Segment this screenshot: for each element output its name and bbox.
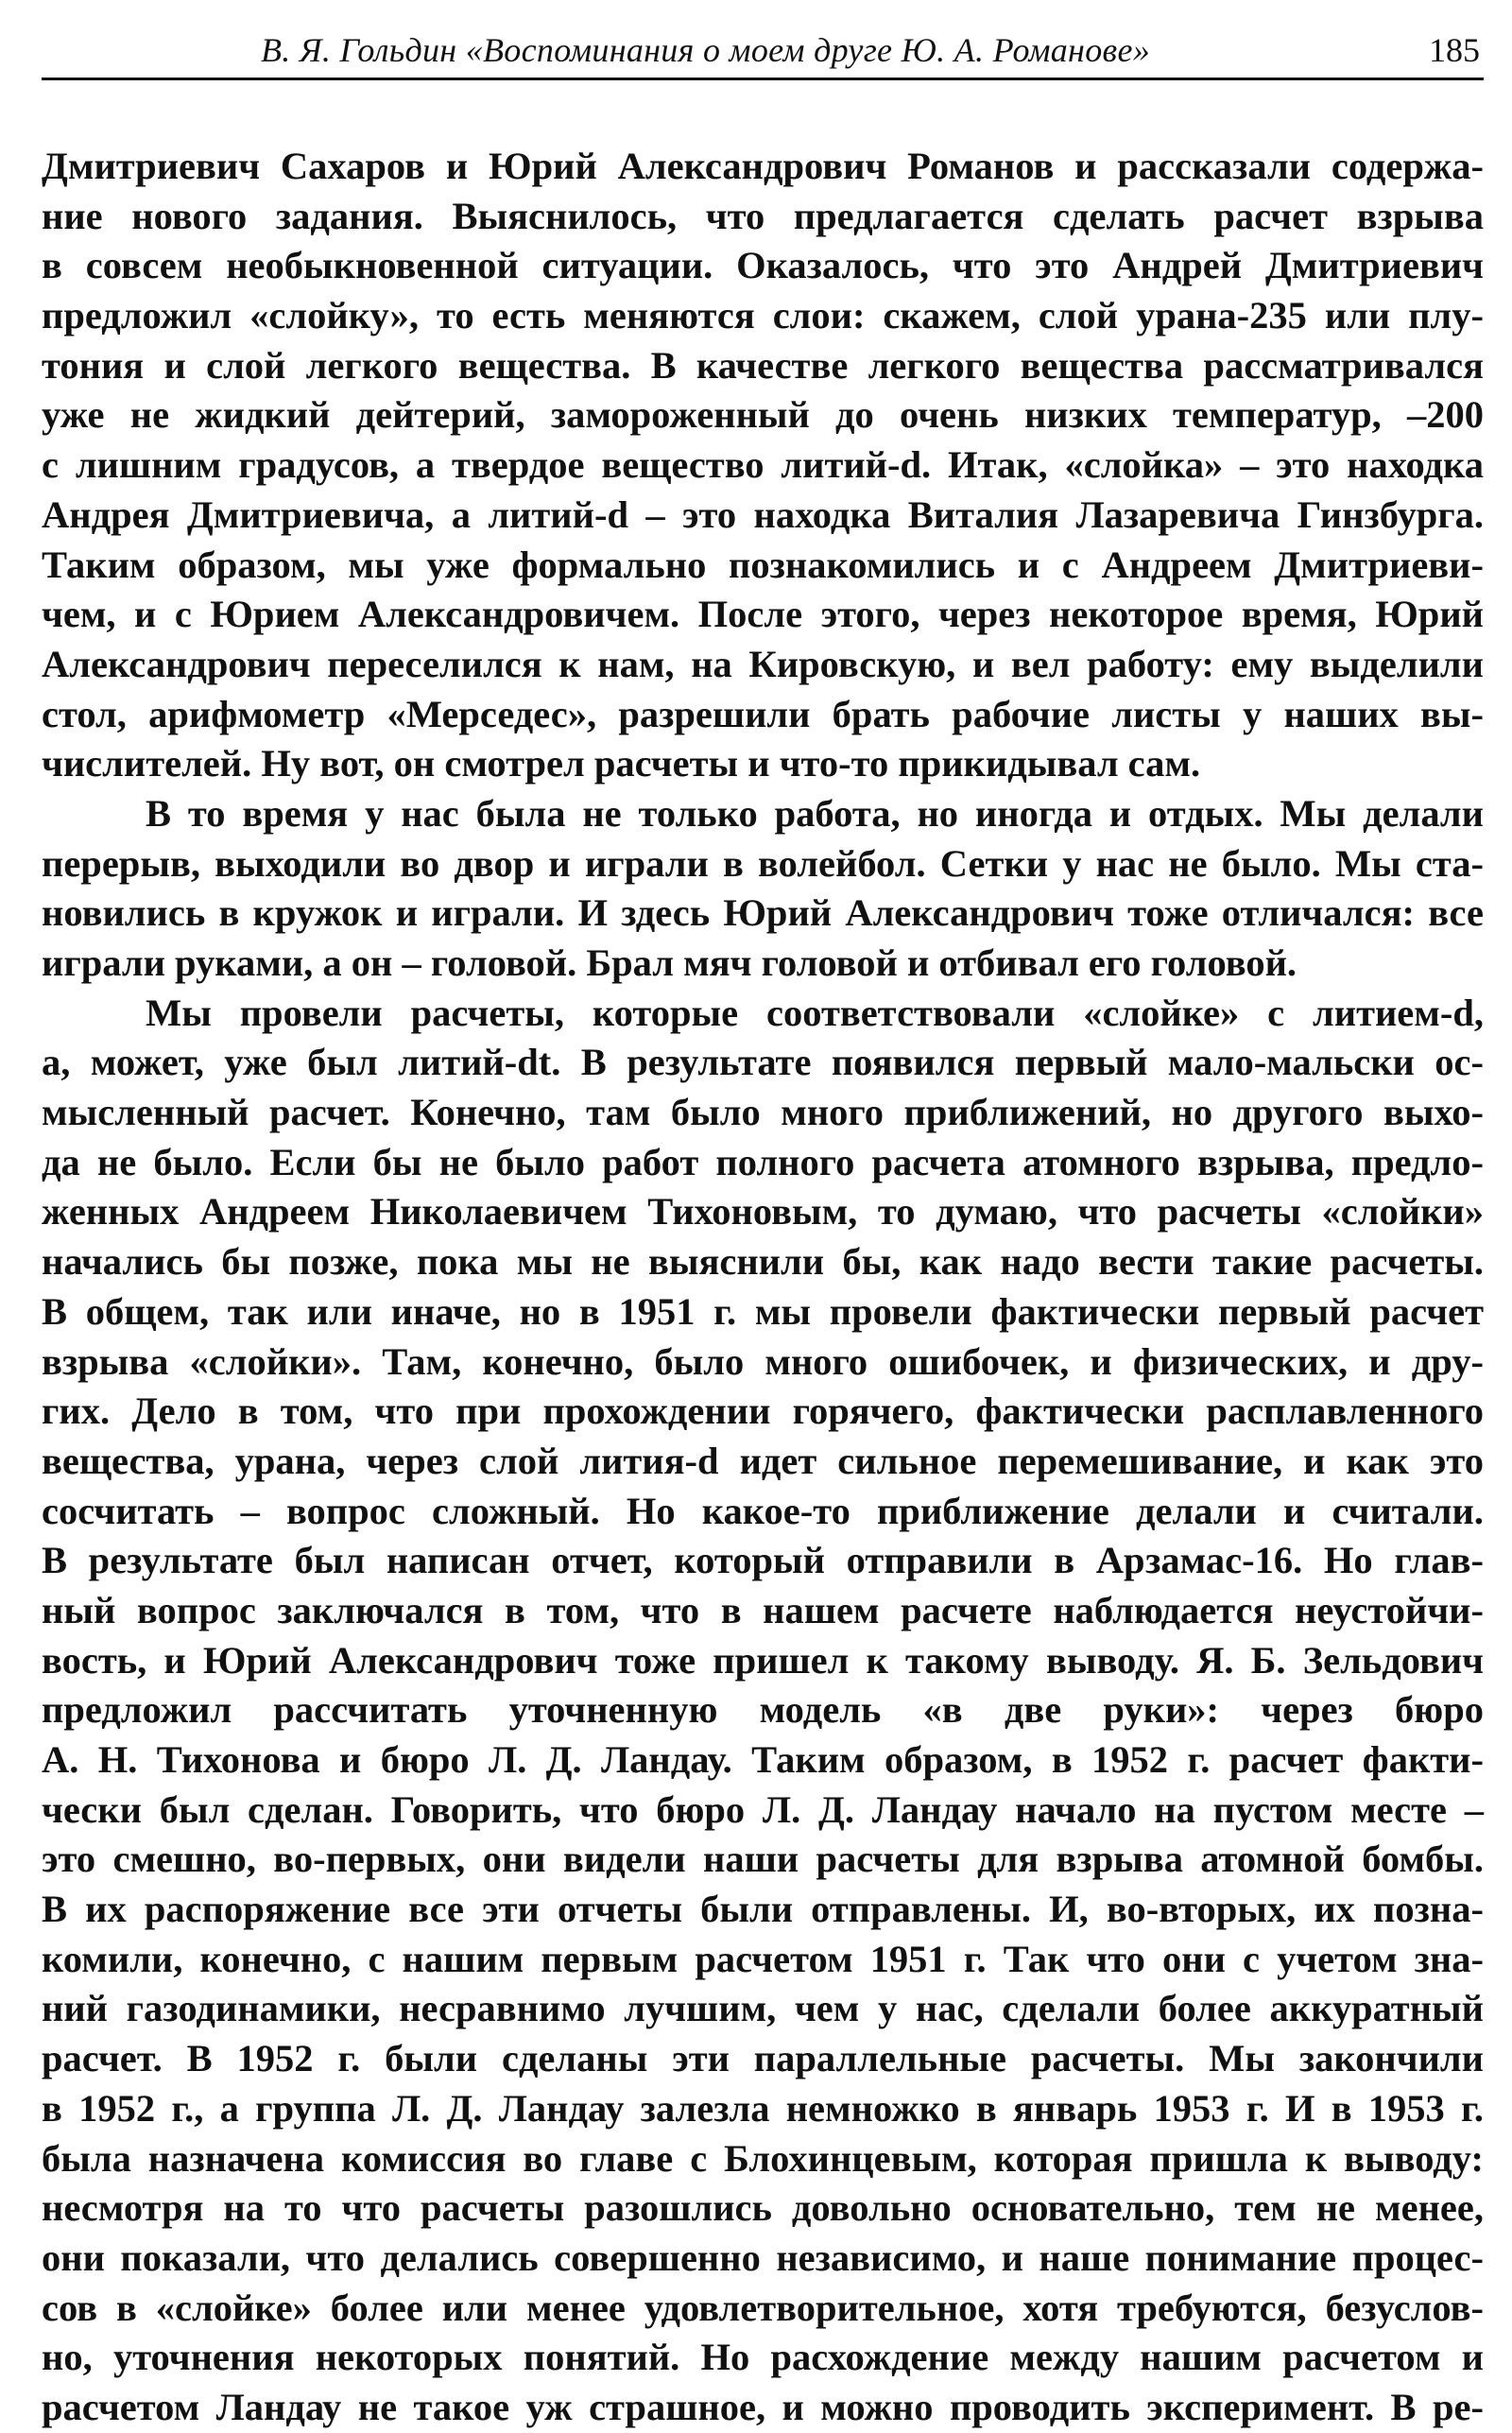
text-line: в 1952 г., а группа Л. Д. Ландау залезла немножко в январь 1953 г. И в 1953 г. xyxy=(42,2086,1484,2130)
text-line: они показали, что делались совершенно независимо, и наше понимание процес- xyxy=(42,2235,1484,2279)
text-line: но, уточнения некоторых понятий. Но расхождение между нашим расчетом и xyxy=(42,2336,1484,2379)
text-line: чески был сделан. Говорить, что бюро Л. Д. Ландау начало на пустом месте – xyxy=(42,1787,1484,1831)
text-line: ный вопрос заключался в том, что в нашем расчете наблюдается неустойчи- xyxy=(42,1588,1484,1631)
text-line: В их распоряжение все эти отчеты были отправлены. И, во-вторых, их позна- xyxy=(42,1888,1484,1931)
text-line: Александрович переселился к нам, на Кировскую, и вел работу: ему выделили xyxy=(42,642,1484,685)
text-line: начались бы позже, пока мы не выяснили бы, как надо вести такие расчеты. xyxy=(42,1240,1484,1284)
text-line: расчетом Ландау не такое уж страшное, и можно проводить эксперимент. В ре- xyxy=(42,2385,1484,2428)
text-line: предложил рассчитать уточненную модель «в две руки»: через бюро xyxy=(42,1688,1484,1732)
text-line: расчет. В 1952 г. были сделаны эти параллельные расчеты. Мы закончили xyxy=(42,2037,1484,2080)
body-text xyxy=(42,142,1484,2433)
text-line: несмотря на то что расчеты разошлись довольно основательно, тем не менее, xyxy=(42,2186,1484,2230)
text-line: с лишним градусов, а твердое вещество литий-d. Итак, «слойка» – это находка xyxy=(42,443,1484,487)
text-line: ние нового задания. Выяснилось, что предлагается сделать расчет взрыва xyxy=(42,194,1484,237)
text-line: Мы провели расчеты, которые соответствовали «слойке» с литием-d, xyxy=(146,991,1484,1034)
text-line: В общем, так или иначе, но в 1951 г. мы провели фактически первый расчет xyxy=(42,1289,1484,1333)
page-number: 185 xyxy=(1429,31,1480,69)
header-rule xyxy=(42,78,1484,80)
running-title: В. Я. Гольдин «Воспоминания о моем друге Ю. А. Романове» xyxy=(261,31,1151,69)
text-line: В то время у нас была не только работа, но иногда и отдых. Мы делали xyxy=(146,791,1484,835)
text-line: вещества, урана, через слой лития-d идет сильное перемешивание, и как это xyxy=(42,1439,1484,1482)
text-line: тония и слой легкого вещества. В качестве легкого вещества рассматривался xyxy=(42,343,1484,387)
text-line: это смешно, во-первых, они видели наши расчеты для взрыва атомной бомбы. xyxy=(42,1838,1484,1881)
text-line: а, может, уже был литий-dt. В результате появился первый мало-мальски ос- xyxy=(42,1041,1484,1084)
text-line: стол, арифмометр «Мерседес», разрешили брать рабочие листы у наших вы- xyxy=(42,692,1484,735)
text-line: перерыв, выходили во двор и играли в волейбол. Сетки у нас не было. Мы ста- xyxy=(42,841,1484,885)
text-line: взрыва «слойки». Там, конечно, было много ошибочек, и физических, и дру- xyxy=(42,1339,1484,1383)
text-line: А. Н. Тихонова и бюро Л. Д. Ландау. Таким образом, в 1952 г. расчет факти- xyxy=(42,1738,1484,1781)
text-line: мысленный расчет. Конечно, там было много приближений, но другого выхо- xyxy=(42,1091,1484,1134)
text-line: предложил «слойку», то есть меняются слои: скажем, слой урана-235 или плу- xyxy=(42,294,1484,337)
text-line: да не было. Если бы не было работ полного расчета атомного взрыва, предло- xyxy=(42,1140,1484,1183)
text-line: уже не жидкий дейтерий, замороженный до очень низких температур, –200 xyxy=(42,393,1484,437)
text-line: Дмитриевич Сахаров и Юрий Александрович Романов и рассказали содержа- xyxy=(42,145,1484,187)
text-line: в совсем необыкновенной ситуации. Оказалось, что это Андрей Дмитриевич xyxy=(42,244,1484,287)
text-line: играли руками, а он – головой. Брал мяч головой и отбивал его головой. xyxy=(42,941,1297,984)
text-line: была назначена комиссия во главе с Блохинцевым, которая пришла к выводу: xyxy=(42,2136,1484,2180)
text-line: Таким образом, мы уже формально познакомились и с Андреем Дмитриеви- xyxy=(42,543,1484,586)
text-line: сов в «слойке» более или менее удовлетворительное, хотя требуются, безуслов- xyxy=(42,2286,1484,2329)
text-line: чем, и с Юрием Александровичем. После этого, через некоторое время, Юрий xyxy=(42,593,1484,636)
text-line: числителей. Ну вот, он смотрел расчеты и что-то прикидывал сам. xyxy=(42,742,1201,785)
text-line: сосчитать – вопрос сложный. Но какое-то приближение делали и считали. xyxy=(42,1489,1484,1532)
running-header xyxy=(42,21,1484,78)
text-line: женных Андреем Николаевичем Тихоновым, то думаю, что расчеты «слойки» xyxy=(42,1190,1484,1234)
book-page xyxy=(42,21,1484,2428)
text-line: вость, и Юрий Александрович тоже пришел к такому выводу. Я. Б. Зельдович xyxy=(42,1638,1484,1682)
text-line: ний газодинамики, несравнимо лучшим, чем у нас, сделали более аккуратный xyxy=(42,1987,1484,2030)
text-line: В результате был написан отчет, который отправили в Арзамас-16. Но глав- xyxy=(42,1539,1484,1582)
text-line: новились в кружок и играли. И здесь Юрий Александрович тоже отличался: все xyxy=(42,891,1484,935)
text-line: Андрея Дмитриевича, а литий-d – это находка Виталия Лазаревича Гинзбурга. xyxy=(42,492,1484,536)
text-line: гих. Дело в том, что при прохождении горячего, фактически расплавленного xyxy=(42,1389,1484,1433)
text-line: комили, конечно, с нашим первым расчетом 1951 г. Так что они с учетом зна- xyxy=(42,1937,1484,1980)
